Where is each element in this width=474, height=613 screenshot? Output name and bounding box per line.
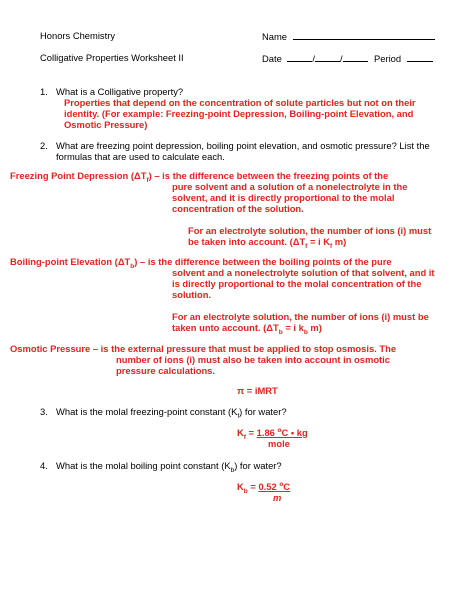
osm-definition-line2: number of ions (i) must also be taken into account in osmotic	[116, 354, 390, 365]
date-blank-day	[315, 52, 340, 62]
bpe-term: Boiling-point Elevation (	[10, 256, 118, 267]
fpd-delta: ΔT	[133, 170, 147, 181]
date-field	[262, 52, 368, 65]
bpe-close: )	[134, 256, 138, 267]
q3-answer-unit: C • kg	[281, 427, 308, 438]
date-separator: /	[312, 53, 316, 64]
q3-question-a: What is the molal freezing-point constant (K	[56, 406, 238, 417]
q1-number: 1.	[40, 86, 48, 97]
fpd-definition-line1	[10, 170, 388, 182]
bpe-definition-line1	[10, 256, 392, 268]
date-blank-month	[287, 52, 312, 62]
q1-answer-line2: identity. (For example: Freezing-point Depression, Boiling-point Elevation, and	[64, 108, 414, 119]
q4-question-a: What is the molal boiling point constant (K	[56, 460, 231, 471]
bpe-sub: b	[130, 262, 135, 270]
q2-number: 2.	[40, 140, 48, 151]
osm-definition-line3: pressure calculations.	[116, 365, 216, 376]
q3-answer-eq: =	[245, 427, 257, 438]
bpe-elec-sub2: b	[303, 328, 308, 336]
fpd-elec-text-b: = i K	[307, 236, 331, 247]
q4-answer	[237, 481, 290, 493]
q3-answer-k: K	[237, 427, 244, 438]
q3-question-sub: f	[237, 412, 240, 420]
q4-answer-sub: b	[243, 487, 248, 495]
fpd-close: )	[148, 170, 152, 181]
bpe-elec-text-c: m)	[307, 322, 322, 333]
fpd-definition-line3: solvent, and it is directly proportional to the molal	[172, 192, 395, 203]
fpd-electrolyte-line2	[188, 236, 346, 248]
fpd-elec-sub2: f	[330, 242, 333, 250]
q1-answer-line1: Properties that depend on the concentration of solute particles but not on their	[64, 97, 416, 108]
bpe-electrolyte-line1: For an electrolyte solution, the number of ions (i) must be	[172, 311, 429, 322]
bpe-def-l1: – is the difference between the boiling points of the pure	[137, 256, 392, 267]
q3-answer-value: 1.86	[256, 427, 278, 438]
fpd-def-l1: – is the difference between the freezing points of the	[151, 170, 389, 181]
course-title: Honors Chemistry	[40, 30, 116, 41]
period-field	[374, 52, 433, 65]
bpe-elec-text-a: taken unto account. (ΔT	[172, 322, 279, 333]
q4-number: 4.	[40, 460, 48, 471]
name-field	[262, 30, 435, 43]
period-blank	[407, 52, 433, 62]
fpd-sub: f	[146, 176, 149, 184]
fpd-electrolyte-line1: For an electrolyte solution, the number of ions (i) must	[188, 225, 432, 236]
q4-answer-eq: =	[247, 481, 259, 492]
q2-question-line1: What are freezing point depression, boiling point elevation, and osmotic pressure? List the	[56, 140, 430, 151]
fpd-definition-line4: concentration of the solution.	[172, 203, 304, 214]
bpe-definition-line4: solution.	[172, 289, 212, 300]
q3-answer	[237, 427, 308, 439]
q4-question-sub: b	[230, 466, 235, 474]
worksheet-title: Colligative Properties Worksheet II	[40, 52, 184, 63]
bpe-definition-line3: is directly proportional to the molal concentration of the	[172, 278, 422, 289]
bpe-elec-sub: b	[278, 328, 283, 336]
q3-number: 3.	[40, 406, 48, 417]
bpe-delta: ΔT	[117, 256, 131, 267]
bpe-elec-text-b: = i k	[282, 322, 304, 333]
name-label: Name	[262, 31, 288, 42]
q3-answer-sub: f	[243, 433, 246, 441]
q4-question	[56, 460, 282, 472]
osm-definition-line1	[10, 343, 396, 355]
bpe-definition-line2: solvent and a nonelectrolyte solution of that solvent, and it	[172, 267, 435, 278]
osm-term: Osmotic Pressure	[10, 343, 91, 354]
q2-question-line2: formulas that are used to calculate each.	[56, 151, 225, 162]
q3-answer-denominator: mole	[268, 438, 290, 449]
q3-answer-numerator	[257, 427, 308, 438]
fpd-elec-text-a: be taken into account. (ΔT	[188, 236, 306, 247]
date-blank-year	[343, 52, 368, 62]
q1-answer-line3: Osmotic Pressure)	[64, 119, 148, 130]
q4-answer-numerator	[258, 481, 290, 492]
q4-answer-degree: o	[279, 480, 284, 488]
q1-question: What is a Colligative property?	[56, 86, 184, 97]
q3-question-b: ) for water?	[239, 406, 287, 417]
period-label: Period	[374, 53, 402, 64]
q4-question-b: ) for water?	[234, 460, 282, 471]
fpd-definition-line2: pure solvent and a solution of a nonelectrolyte in the	[172, 181, 408, 192]
date-label: Date	[262, 53, 282, 64]
q3-question	[56, 406, 287, 418]
osm-def-l1: – is the external pressure that must be applied to stop osmosis. The	[90, 343, 397, 354]
q4-answer-unit: C	[283, 481, 291, 492]
fpd-term: Freezing Point Depression (	[10, 170, 134, 181]
q4-answer-k: K	[237, 481, 244, 492]
fpd-elec-text-c: m)	[332, 236, 347, 247]
name-blank	[293, 30, 435, 40]
q3-answer-degree: o	[277, 426, 282, 434]
date-separator: /	[340, 53, 343, 64]
bpe-electrolyte-line2	[172, 322, 322, 334]
osm-formula: π = iMRT	[237, 385, 278, 396]
fpd-elec-sub: f	[305, 242, 308, 250]
q4-answer-value: 0.52	[258, 481, 280, 492]
q4-answer-denominator: m	[273, 492, 282, 503]
